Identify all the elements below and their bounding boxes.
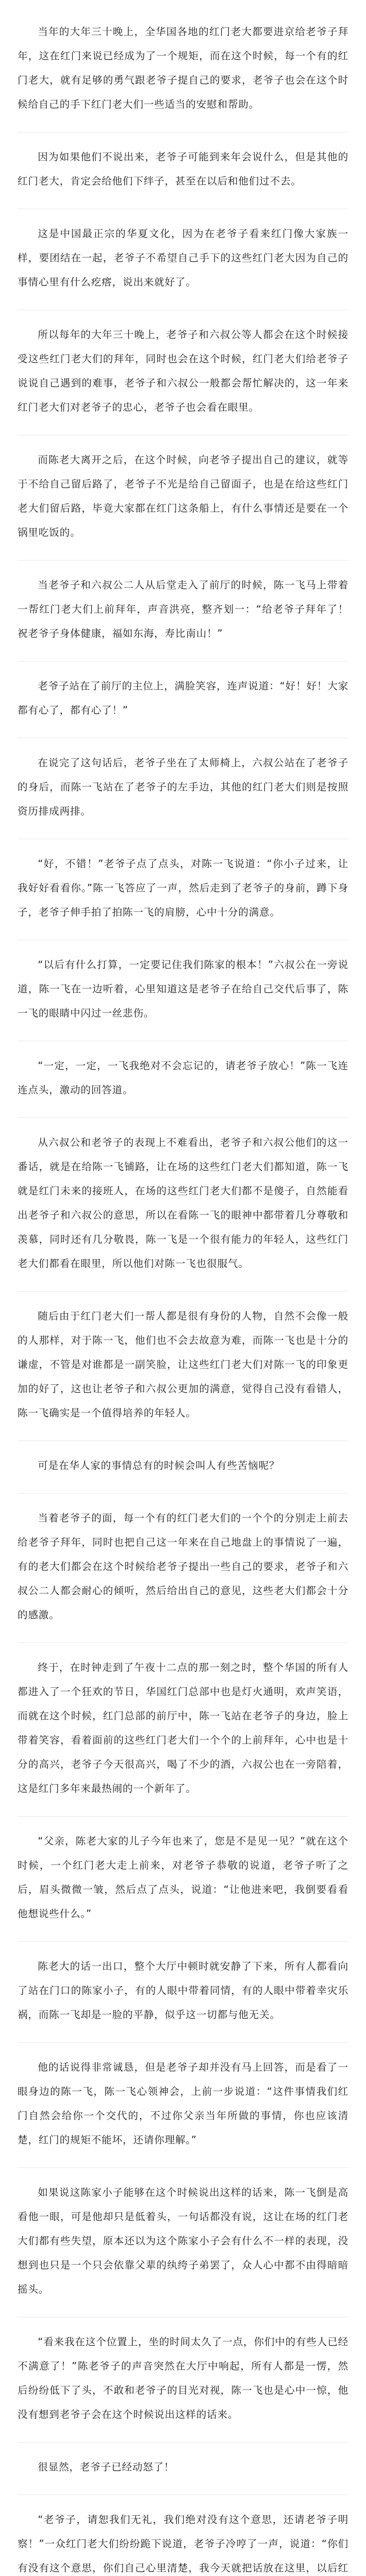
paragraph-1: 当年的大年三十晚上，全华国各地的红门老大都要进京给老爷子拜年，这在红门来说已经成为了一个规矩，而在这个时候，每一个有的红门老大，就有足够的勇气跟老爷子提自己的要求，老爷子也会在这个时候给自己的手下红门老大们一些适当的安慰和帮助。 xyxy=(18,7,348,132)
paragraph-4: 所以每年的大年三十晚上，老爷子和六叔公等人都会在这个时候接受这些红门老大们的拜年，同时也会在这个时候，红门老大们给老爷子说说自己遇到的难事，老爷子和六叔公一般都会帮忙解决的，这一年来红门老大们对老爷子的忠心，老爷子也会看在眼里。 xyxy=(18,310,348,435)
paragraph-14: 可是在华人家的事情总有的时候会叫人有些苦恼呢？ xyxy=(18,1441,348,1494)
paragraph-18: 陈老大的话一出口，整个大厅中顿时就安静了下来，所有人都看向了站在门口的陈家小子，有的人眼中带着同情，有的人眼中带着幸灾乐祸，而陈一飞却是一脸的平静，似乎这一切都与他无关。 xyxy=(18,1942,348,2043)
paragraph-17: “父亲，陈老大家的儿子今年也来了，您是不是见一见？”就在这个时候，一个红门老大走上前来，对老爷子恭敬的说道，老爷子听了之后，眉头微微一皱，然后点了点头，说道：“让他进来吧，我倒要看看他想说些什么。” xyxy=(18,1817,348,1942)
paragraph-2: 因为如果他们不说出来，老爷子可能到来年会说什么，但是其他的红门老大，肯定会给他们下绊子，甚至在以后和他们过不去。 xyxy=(18,132,348,209)
paragraph-3: 这是中国最正宗的华夏文化，因为在老爷子看来红门像大家族一样，要团结在一起，老爷子不希望自己手下的这些红门老大因为自己的事情心里有什么疙瘩，说出来就好了。 xyxy=(18,209,348,310)
paragraph-6: 当老爷子和六叔公二人从后堂走入了前厅的时候，陈一飞马上带着一帮红门老大们上前拜年，声音洪亮，整齐划一：“给老爷子拜年了！祝老爷子身体健康，福如东海，寿比南山！” xyxy=(18,561,348,662)
paragraph-20: 如果说这陈家小子能够在这个时候说出这样的话来，陈一飞倒是高看他一眼，可是他却只是低着头，一句话都没有说，这让在场的红门老大们都有些失望，原本还以为这个陈家小子会有什么不一样的表现，没想到也只是一个只会依靠父辈的纨绔子弟罢了，众人心中都不由得暗暗摇头。 xyxy=(18,2168,348,2317)
paragraph-22: 很显然，老爷子已经动怒了！ xyxy=(18,2443,348,2495)
paragraph-10: “以后有什么打算，一定要记住我们陈家的根本！”六叔公在一旁说道，陈一飞在一边听着，心里知道这是老爷子在给自己交代后事了，陈一飞的眼睛中闪过一丝悲伤。 xyxy=(18,940,348,1041)
paragraph-5: 而陈老大离开之后，在这个时候，向老爷子提出自己的建议，就等于不给自己留后路了，老爷子不光是给自己留面子，也是在给这些红门老大们留后路，毕竟大家都在红门这条船上，有什么事情还是要在一个锅里吃饭的。 xyxy=(18,435,348,561)
paragraph-15: 当着老爷子的面，每一个有的红门老大们的一个个的分别走上前去给老爷子拜年，同时也把自己这一年来在自己地盘上的事情说了一遍，有的老大们都会在这个时候给老爷子提出一些自己的要求，老爷子和六叔公二人都会耐心的倾听，然后给出自己的意见，这些老大们都会十分的感激。 xyxy=(18,1494,348,1643)
paragraph-21: “看来我在这个位置上，坐的时间太久了一点，你们中的有些人已经不满意了！”陈老爷子的声音突然在大厅中响起，所有人都是一愣，然后纷纷低下了头，不敢和老爷子的目光对视，陈一飞也是心中一惊，他没有想到老爷子会在这个时候说出这样的话来。 xyxy=(18,2317,348,2443)
paragraph-11: “一定，一定，一飞我绝对不会忘记的，请老爷子放心！”陈一飞连连点头，激动的回答道。 xyxy=(18,1041,348,1118)
paragraph-7: 老爷子站在了前厅的主位上，满脸笑容，连声说道：“好！好！大家都有心了，都有心了！” xyxy=(18,662,348,738)
paragraph-9: “好，不错！”老爷子点了点头，对陈一飞说道：“你小子过来，让我好好看看你。”陈一飞答应了一声，然后走到了老爷子的身前，蹲下身子，老爷子伸手拍了拍陈一飞的肩膀，心中十分的满意。 xyxy=(18,839,348,940)
paragraph-23: “老爷子，请恕我们无礼，我们绝对没有这个意思，还请老爷子明察！”一众红门老大们纷纷跪下说道，老爷子冷哼了一声，说道：“你们有没有这个意思，你们自己心里清楚，我今天就把话放在这里，以后红 xyxy=(18,2495,348,2576)
paragraph-16: 终于，在时钟走到了午夜十二点的那一刻之时，整个华国的所有人都进入了一个狂欢的节日，华国红门总部中也是灯火通明，欢声笑语，而就在这个时候，红门总部的前厅中，陈一飞站在老爷子的身边，脸上带着笑容，看着面前的这些红门老大们一个个的上前拜年，心中也是十分的高兴，老爷子今天很高兴，喝了不少的酒，六叔公也在一旁陪着，这是红门多年来最热闹的一个新年了。 xyxy=(18,1643,348,1817)
paragraph-13: 随后由于红门老大们一帮人都是很有身份的人物，自然不会像一般的人那样，对于陈一飞，他们也不会去故意为难，而陈一飞也是十分的谦虚，不管是对谁都是一副笑脸，让这些红门老大们对陈一飞的印象更加的好了，这也让老爷子和六叔公更加的满意，觉得自己没有看错人，陈一飞确实是一个值得培养的年轻人。 xyxy=(18,1292,348,1441)
paragraph-8: 在说完了这句话后，老爷子坐在了太师椅上，六叔公站在了老爷子的身后，而陈一飞站在了老爷子的左手边，其他的红门老大们则是按照资历排成两排。 xyxy=(18,738,348,839)
paragraph-12: 从六叔公和老爷子的表现上不难看出，老爷子和六叔公他们的这一番话，就是在给陈一飞铺路，让在场的这些红门老大们都知道，陈一飞就是红门未来的接班人，在场的这些红门老大们都不是傻子，自然能看出老爷子和六叔公的意思，所以在看陈一飞的眼神中都带着几分尊敬和羡慕，同时还有几分敬畏，陈一飞是一个很有能力的年轻人，这些红门老大们都看在眼里，所以他们对陈一飞也很服气。 xyxy=(18,1118,348,1292)
paragraph-19: 他的话说得非常诚恳，但是老爷子却并没有马上回答，而是看了一眼身边的陈一飞，陈一飞心领神会，上前一步说道：“这件事情我们红门自然会给你一个交代的，不过你父亲当年所做的事情，你也应该清楚，红门的规矩不能坏，还请你理解。” xyxy=(18,2043,348,2168)
